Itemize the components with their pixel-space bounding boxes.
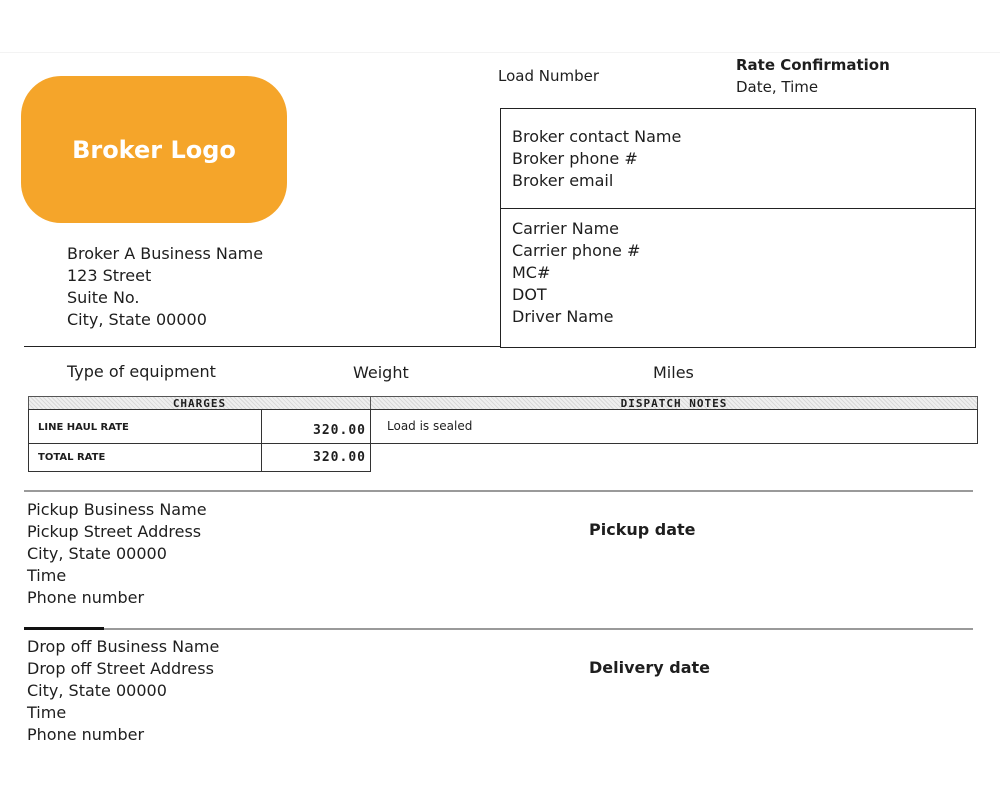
pickup-city-state: City, State 00000 bbox=[27, 544, 167, 563]
dropoff-phone: Phone number bbox=[27, 725, 145, 744]
broker-contact-name: Broker contact Name bbox=[512, 127, 682, 146]
charge-label-cell bbox=[28, 409, 262, 444]
broker-contact bbox=[512, 126, 681, 192]
dispatch-notes-header: DISPATCH NOTES bbox=[370, 396, 978, 410]
pickup-time: Time bbox=[27, 566, 67, 585]
load-number-label: Load Number bbox=[498, 67, 600, 85]
carrier-name: Carrier Name bbox=[512, 219, 620, 238]
charge-amount-cell bbox=[261, 443, 371, 472]
charge-label-cell bbox=[28, 443, 262, 472]
pickup-info bbox=[27, 499, 207, 609]
broker-address bbox=[67, 243, 263, 331]
top-band bbox=[0, 0, 1000, 53]
section-divider bbox=[24, 346, 501, 347]
dropoff-street: Drop off Street Address bbox=[27, 659, 214, 678]
date-time-label: Date, Time bbox=[736, 78, 819, 96]
line-haul-amount: 320.00 bbox=[313, 423, 366, 438]
dropoff-time: Time bbox=[27, 703, 67, 722]
weight-label: Weight bbox=[353, 363, 409, 382]
carrier-phone: Carrier phone # bbox=[512, 241, 641, 260]
carrier-driver-name: Driver Name bbox=[512, 307, 614, 326]
broker-logo: Broker Logo bbox=[21, 76, 287, 223]
miles-label: Miles bbox=[653, 363, 694, 382]
pickup-divider bbox=[24, 490, 973, 492]
delivery-date-label: Delivery date bbox=[589, 658, 711, 677]
dropoff-divider bbox=[24, 628, 973, 630]
dropoff-info bbox=[27, 636, 219, 746]
charge-amount-cell bbox=[261, 409, 371, 444]
broker-city-state: City, State 00000 bbox=[67, 310, 207, 329]
carrier-info bbox=[512, 218, 640, 328]
broker-street: 123 Street bbox=[67, 266, 152, 285]
equipment-label: Type of equipment bbox=[67, 362, 216, 381]
document-title: Rate Confirmation bbox=[736, 56, 890, 74]
line-haul-label: LINE HAUL RATE bbox=[38, 422, 129, 433]
pickup-business-name: Pickup Business Name bbox=[27, 500, 207, 519]
dropoff-divider-accent bbox=[24, 627, 104, 630]
broker-email: Broker email bbox=[512, 171, 614, 190]
pickup-street: Pickup Street Address bbox=[27, 522, 202, 541]
carrier-mc: MC# bbox=[512, 263, 551, 282]
carrier-dot: DOT bbox=[512, 285, 547, 304]
dropoff-business-name: Drop off Business Name bbox=[27, 637, 220, 656]
total-rate-label: TOTAL RATE bbox=[38, 452, 106, 463]
charges-header: CHARGES bbox=[28, 396, 371, 410]
dropoff-city-state: City, State 00000 bbox=[27, 681, 167, 700]
pickup-date-label: Pickup date bbox=[589, 520, 696, 539]
total-rate-amount: 320.00 bbox=[313, 450, 366, 465]
broker-business-name: Broker A Business Name bbox=[67, 244, 264, 263]
dispatch-notes-cell bbox=[370, 409, 978, 444]
broker-suite: Suite No. bbox=[67, 288, 140, 307]
pickup-phone: Phone number bbox=[27, 588, 145, 607]
broker-phone: Broker phone # bbox=[512, 149, 638, 168]
dispatch-note-text: Load is sealed bbox=[387, 419, 473, 433]
